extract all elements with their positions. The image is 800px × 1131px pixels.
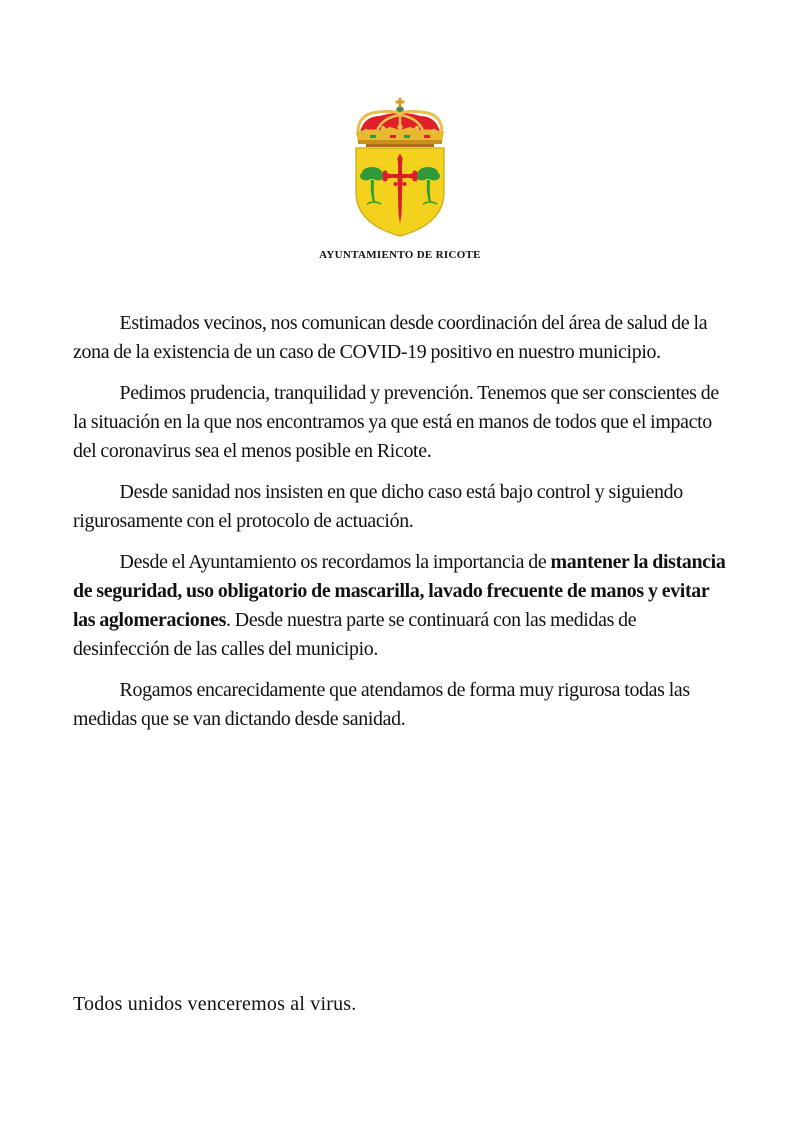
paragraph-4 — [73, 548, 733, 664]
paragraph-4-emphasis: mantener la distancia de seguridad, uso obligatorio de mascarilla, lavado frecuente de manos y evitar las aglomeraciones — [73, 551, 726, 631]
coat-of-arms-icon — [350, 96, 450, 238]
closing-line: Todos unidos venceremos al virus. — [73, 993, 357, 1015]
paragraph-5: Rogamos encarecidamente que atendamos de forma muy rigurosa todas las medidas que se van dictando desde sanidad. — [73, 679, 690, 730]
paragraph-2: Pedimos prudencia, tranquilidad y prevención. Tenemos que ser conscientes de la situación en la que nos encontramos ya que está en manos de todos que el impacto del coronavirus sea el menos posible en Ricote. — [73, 382, 719, 462]
paragraph-4-intro: Desde el Ayuntamiento os recordamos la importancia de — [119, 551, 551, 573]
organization-name: AYUNTAMIENTO DE RICOTE — [319, 249, 481, 261]
paragraph-4-ending: . Desde nuestra parte se continuará con las medidas de desinfección de las calles del municipio. — [73, 609, 637, 660]
paragraph-3: Desde sanidad nos insisten en que dicho caso está bajo control y siguiendo rigurosamente con el protocolo de actuación. — [73, 481, 683, 532]
letter-body — [73, 309, 733, 746]
paragraph-1: Estimados vecinos, nos comunican desde coordinación del área de salud de la zona de la existencia de un caso de COVID-19 positivo en nuestro municipio. — [73, 312, 708, 363]
crown-icon — [356, 98, 444, 147]
